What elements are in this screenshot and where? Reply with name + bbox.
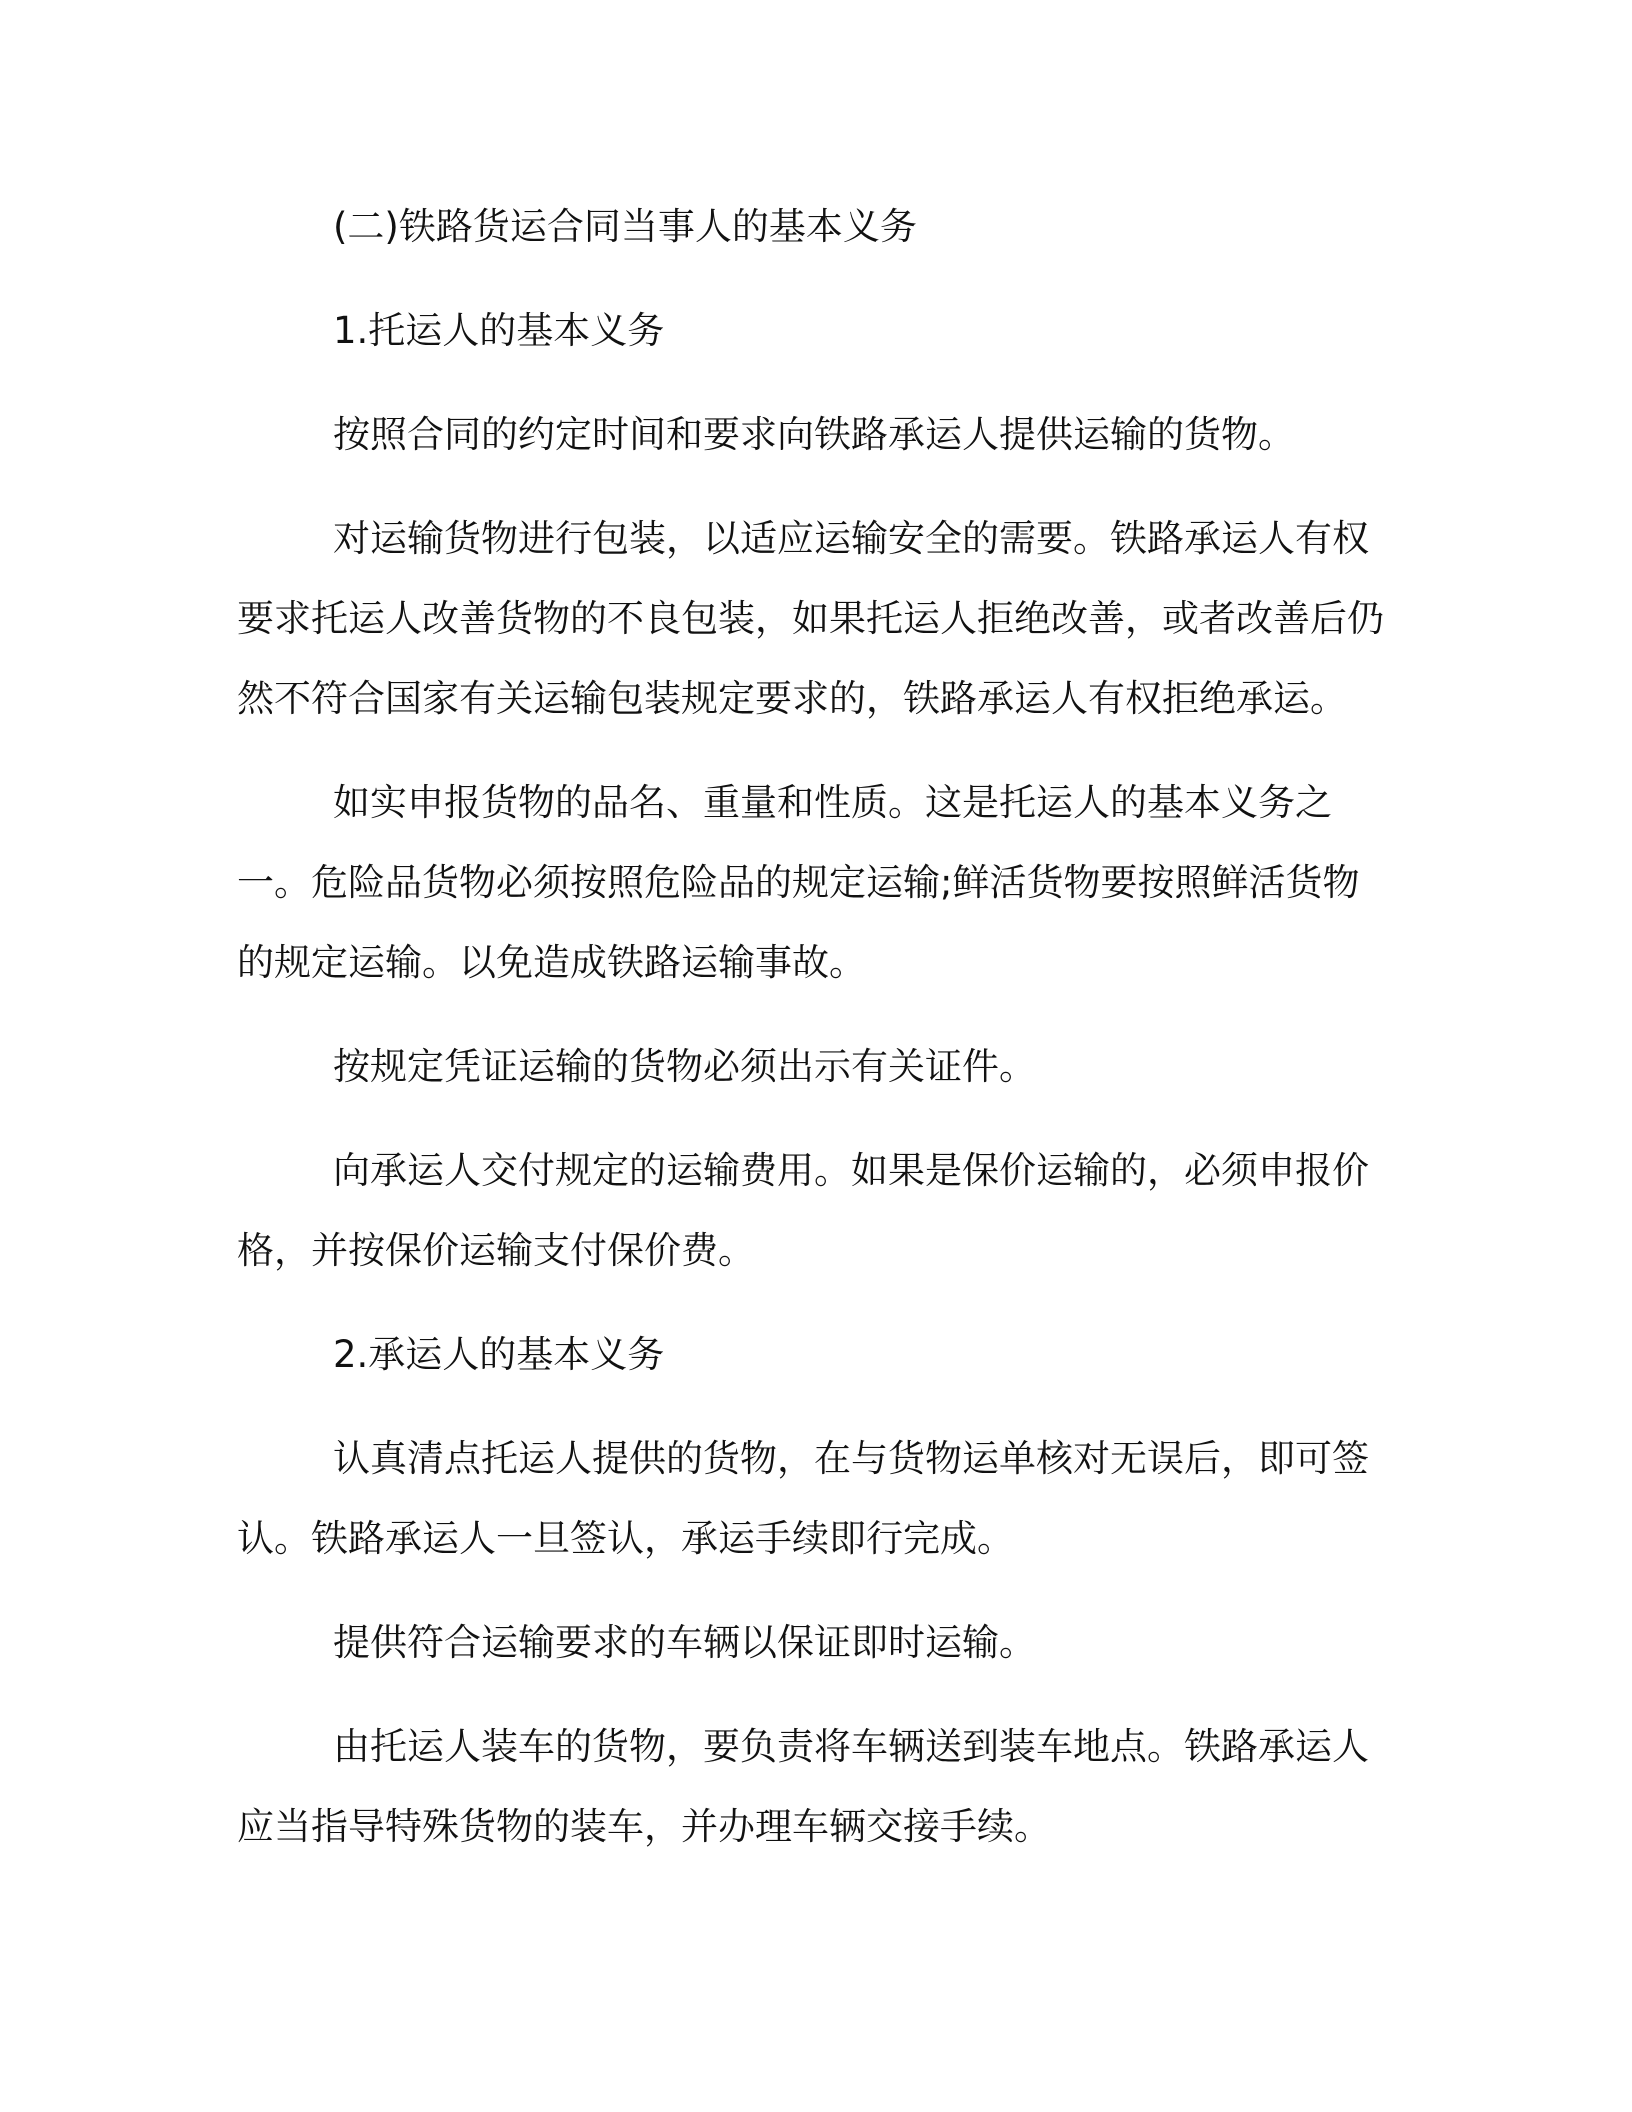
paragraph-check-goods: 认真清点托运人提供的货物，在与货物运单核对无误后，即可签认。铁路承运人一旦签认，承运手续即行完成。	[237, 1437, 1369, 1560]
subsection-heading-carrier: 2.承运人的基本义务	[333, 1333, 665, 1376]
paragraph-documents: 按规定凭证运输的货物必须出示有关证件。	[333, 1045, 1036, 1088]
paragraph-loading: 由托运人装车的货物，要负责将车辆送到装车地点。铁路承运人应当指导特殊货物的装车，并办理车辆交接手续。	[237, 1725, 1369, 1848]
paragraph-packaging: 对运输货物进行包装，以适应运输安全的需要。铁路承运人有权要求托运人改善货物的不良包装，如果托运人拒绝改善，或者改善后仍然不符合国家有关运输包装规定要求的，铁路承运人有权拒绝承运。	[237, 517, 1384, 720]
paragraph-provide-vehicles: 提供符合运输要求的车辆以保证即时运输。	[333, 1621, 1036, 1664]
paragraph-provide-goods: 按照合同的约定时间和要求向铁路承运人提供运输的货物。	[333, 413, 1295, 456]
section-heading: (二)铁路货运合同当事人的基本义务	[333, 205, 917, 248]
paragraph-fees: 向承运人交付规定的运输费用。如果是保价运输的，必须申报价格，并按保价运输支付保价费。	[237, 1149, 1369, 1272]
paragraph-declare-goods: 如实申报货物的品名、重量和性质。这是托运人的基本义务之一。危险品货物必须按照危险品的规定运输;鲜活货物要按照鲜活货物的规定运输。以免造成铁路运输事故。	[237, 781, 1360, 984]
document-body	[237, 187, 1387, 1867]
subsection-heading-shipper: 1.托运人的基本义务	[333, 309, 665, 352]
